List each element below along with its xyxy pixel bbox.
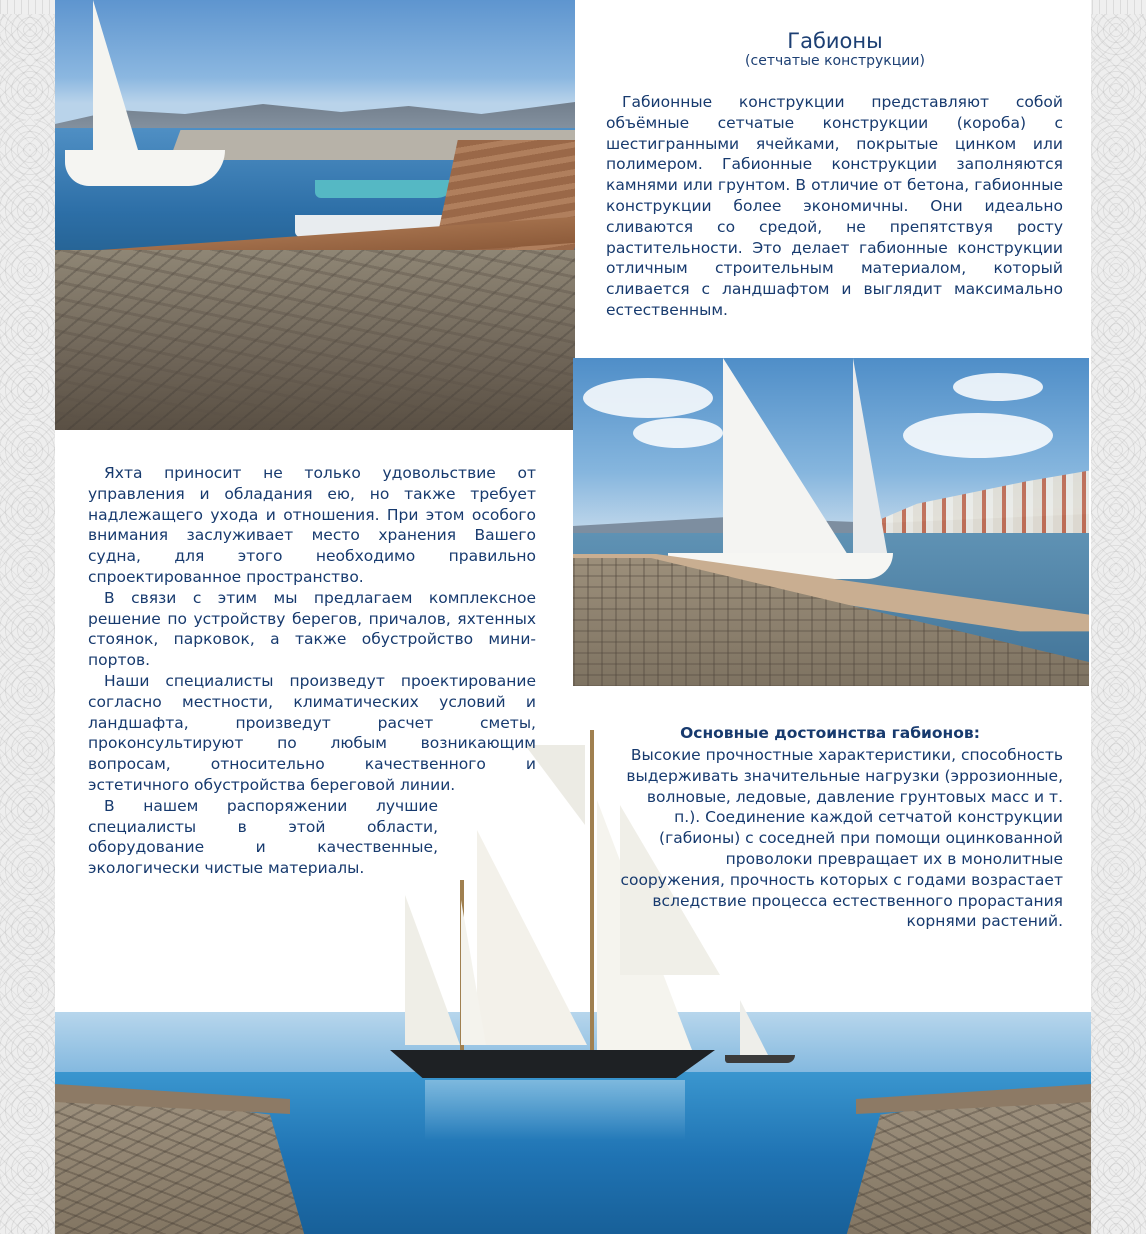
yacht-paragraph-4: В нашем распоряжении лучшие специалисты в этой области, оборудование и качественные, экологически чистые материалы.: [88, 796, 438, 878]
yacht-paragraph-3: Наши специалисты произведут проектирование согласно местности, климатических условий и ландшафта, произведут расчет сметы, проконсультируют по любым возникающим вопросам, относительно качественного и эстетичного обустройства береговой линии.: [88, 671, 536, 794]
yacht-paragraph-1: Яхта приносит не только удовольствие от управления и обладания ею, но также требует надлежащего ухода и отношения. При этом особого внимания заслуживает место хранения Вашего судна, для этого необходимо правильно спроектированное пространство.: [88, 464, 536, 586]
yacht-paragraph-2: В связи с этим мы предлагаем комплексное решение по устройству берегов, причалов, яхтенных стоянок, парковок, а также обустройство мини-портов.: [88, 588, 536, 670]
page-title: Габионы: [787, 29, 883, 53]
gabions-paragraph: Габионные конструкции представляют собой объёмные сетчатые конструкции (короба) с шестигранными ячейками, покрытые цинком или полимером. Габионные конструкции заполняются камнями или грунтом. В отличие от бетона, габионные конструкции более экономичны. Они идеально сливаются со средой, не препятствуя росту растительности. Это делает габионные конструкции отличным строительным материалом, который сливается с ландшафтом и выглядит максимально естественным.: [606, 93, 1063, 319]
ornamental-border-right: [1086, 0, 1146, 1234]
sailboat-photo: [573, 358, 1089, 686]
page-subtitle: (сетчатые конструкции): [745, 53, 925, 69]
advantages-text: Высокие прочностные характеристики, способность выдерживать значительные нагрузки (эррозионные, волновые, ледовые, давление грунтовых масс и т. п.). Соединение каждой сетчатой конструкции (габионы) с соседней при помощи оцинкованной проволоки превращает их в монолитные сооружения, прочность которых с годами возрастает вследствие процесса естественного прорастания корнями растений.: [620, 746, 1063, 931]
yacht-description: [88, 463, 536, 879]
marina-photo: [55, 0, 575, 430]
ornamental-border-left: [0, 0, 60, 1234]
advantages-title: Основные достоинства габионов:: [680, 724, 980, 742]
gabions-description: [606, 92, 1063, 321]
